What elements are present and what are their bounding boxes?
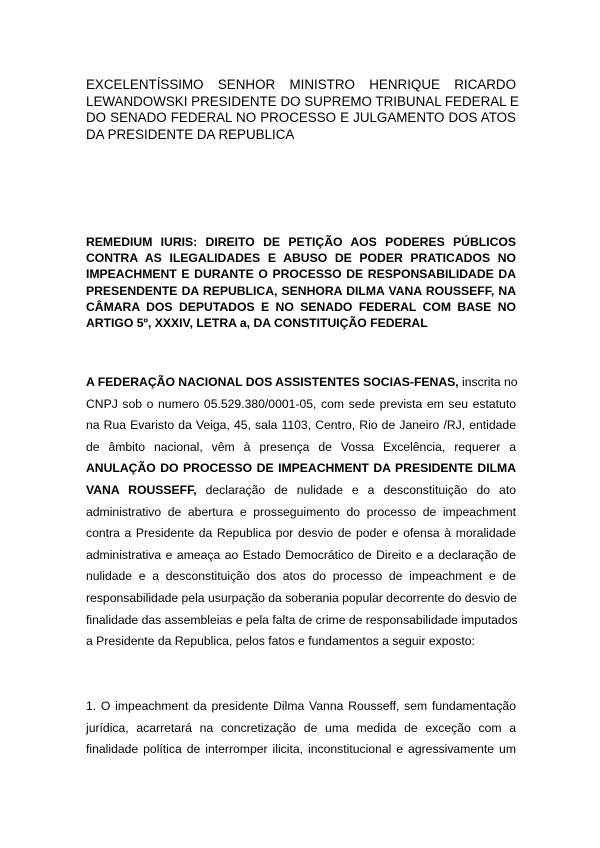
remedium-iuris-heading [86,234,516,331]
petitioner-name: A FEDERAÇÃO NACIONAL DOS ASSISTENTES SOCIAS-FENAS, [86,375,459,389]
point-1-line: 1. O impeachment da presidente Dilma Vanna Rousseff, sem fundamentação [86,699,516,713]
petition-text: declaração de nulidade e a desconstituição do ato [196,482,516,497]
petition-line: a Presidente da Republica, pelos fatos e fundamentos a seguir exposto: [86,634,475,649]
addressee-line: DA PRESIDENTE DA REPUBLICA [86,126,295,142]
petition-line: nulidade e a desconstituição dos atos do processo de impeachment e de [86,569,516,584]
petition-line [86,480,516,502]
petition-text: inscrita no [458,375,518,389]
petition-line: na Rua Evaristo da Veiga, 45, sala 1103, Centro, Rio de Janeiro /RJ, entidade [86,418,516,433]
petition-line: responsabilidade pela usurpação da soberania popular decorrente do desvio de [86,590,517,605]
addressee-line: EXCELENTÍSSIMO SENHOR MINISTRO HENRIQUE RICARDO [86,77,516,92]
point-1-line: jurídica, acarretará na concretização de uma medida de exceção com a [86,720,516,735]
petition-line: de âmbito nacional, vêm à presença de Vossa Excelência, requerer a [86,439,516,454]
petition-line [86,458,516,480]
point-1-line: finalidade política de interromper ilicita, inconstitucional e agressivamente um [86,742,516,757]
addressee-line: LEWANDOWSKI PRESIDENTE DO SUPREMO TRIBUNAL FEDERAL E [86,93,519,109]
petition-line [86,372,516,394]
remedium-line: IMPEACHMENT E DURANTE O PROCESSO DE RESPONSABILIDADE DA [86,267,516,282]
remedium-line: PRESENDENTE DA REPUBLICA, SENHORA DILMA VANA ROUSSEFF, NA [86,283,516,298]
remedium-line: CONTRA AS ILEGALIDADES E ABUSO DE PODER PRATICADOS NO [86,251,516,266]
petition-line: CNPJ sob o numero 05.529.380/0001-05, com sede prevista em seu estatuto [86,396,516,411]
addressee-heading [86,77,519,143]
petition-line: contra a Presidente da Republica por desvio de poder e ofensa à moralidade [86,526,516,541]
petition-request-bold: ANULAÇÃO DO PROCESSO DE IMPEACHMENT DA PRESIDENTE DILMA [86,461,516,476]
petition-line: administrativo de abertura e prosseguimento do processo de impeachment [86,504,516,519]
petition-paragraph [86,372,516,653]
petition-line: administrativa e ameaça ao Estado Democrático de Direito e a declaração de [86,547,516,562]
remedium-line: ARTIGO 5º, XXXIV, LETRA a, DA CONSTITUIÇÃO FEDERAL [86,316,428,331]
petition-line: finalidade das assembleias e pela falta de crime de responsabilidade imputados [86,612,518,627]
remedium-line: REMEDIUM IURIS: DIREITO DE PETIÇÃO AOS PODERES PÚBLICOS [86,235,516,249]
addressee-line: DO SENADO FEDERAL NO PROCESSO E JULGAMENTO DOS ATOS [86,110,516,125]
petition-request-bold: VANA ROUSSEFF, [86,482,197,497]
point-1-paragraph [86,696,516,761]
remedium-line: CÂMARA DOS DEPUTADOS E NO SENADO FEDERAL COM BASE NO [86,299,516,314]
